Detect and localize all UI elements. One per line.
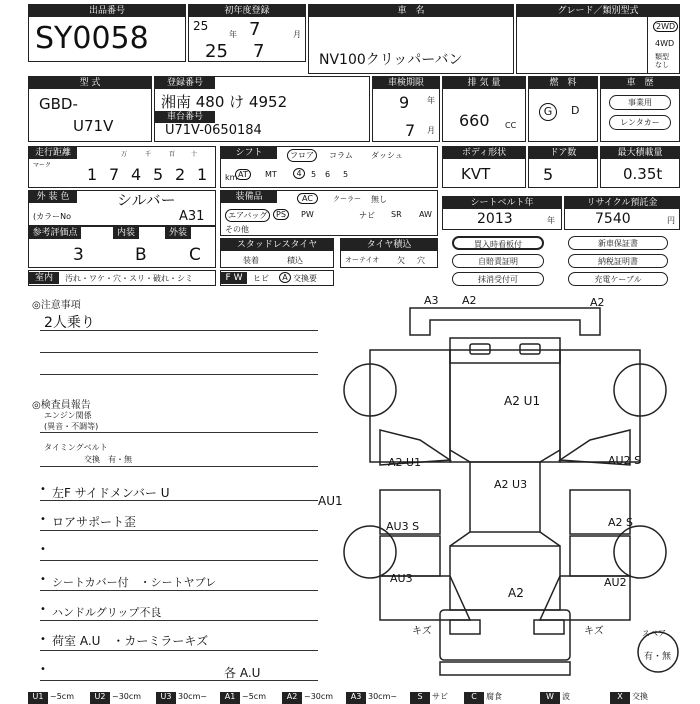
- drive-2wd: 2WD: [653, 21, 678, 32]
- inspection-month-unit: 月: [427, 126, 435, 135]
- legend-u3-desc: 30cm~: [178, 692, 208, 701]
- interior-grade-label: 内装: [113, 227, 139, 239]
- mark-left-front-fender: A2 U1: [388, 456, 422, 469]
- body-type: KVT: [461, 165, 491, 183]
- legend-u3: U3: [156, 692, 176, 704]
- bullet-4: •: [40, 574, 46, 585]
- mark-rear-center: A2: [508, 586, 524, 600]
- exterior-grade-label: 外装: [165, 227, 191, 239]
- mileage-digit-4: 5: [153, 165, 164, 184]
- color-no-label: (カラーNo: [33, 212, 71, 221]
- interior-notes-box: [28, 270, 216, 286]
- doc-liability: 自賠責証明: [452, 254, 544, 268]
- equipment-box: [220, 190, 438, 236]
- car-name-box: [308, 4, 514, 74]
- color-box: [28, 190, 216, 226]
- legend-a2: A2: [282, 692, 302, 704]
- doc-cancel: 抹消受付可: [452, 272, 544, 286]
- body-type-box: [442, 146, 526, 188]
- airbag: エアバッグ: [225, 209, 270, 222]
- recycle-box: [564, 196, 680, 230]
- legend-x: X: [610, 692, 630, 704]
- chassis-label: 車台番号: [155, 111, 215, 123]
- year-unit: 年: [229, 30, 237, 39]
- color: シルバー: [117, 191, 176, 209]
- ac: AC: [297, 193, 318, 204]
- first-reg-year: 25: [205, 41, 228, 62]
- legend-u2: U2: [90, 692, 110, 704]
- studless-label: スタッドレスタイヤ: [221, 239, 333, 251]
- car-name-label: 車 名: [309, 5, 513, 17]
- mark-right-front-door: A2 S: [608, 516, 634, 529]
- mark-front-right: A2: [590, 296, 605, 309]
- report-line-1: 左F サイドメンバー U: [52, 486, 170, 500]
- spare-value: 有・無: [644, 652, 672, 662]
- lot-number-label: 出品番号: [29, 5, 185, 17]
- mark-hood-center: A2 U3: [494, 478, 528, 491]
- doors-label: ドア数: [529, 147, 597, 159]
- fw-label: F W: [221, 272, 247, 284]
- history-rental: レンタカー: [609, 115, 671, 130]
- studless-mounted: 装着: [243, 256, 259, 265]
- recycle-amount: 7540: [595, 211, 631, 227]
- report-line-2: ロアサポート歪: [52, 515, 137, 529]
- engine-label: エンジン関係: [44, 411, 92, 420]
- eval-score: 3: [73, 245, 84, 265]
- model-code-2: U71V: [73, 117, 114, 135]
- history-business: 事業用: [609, 95, 671, 110]
- mark-rear-right-scratch: キズ: [584, 626, 604, 637]
- inspection-year: 9: [399, 93, 410, 112]
- sunroof: SR: [391, 210, 402, 219]
- fw-crack: ヒビ: [253, 274, 269, 283]
- mark-roof: A2 U1: [504, 394, 541, 408]
- bullet-7: •: [40, 664, 46, 675]
- report-rule-2: [40, 530, 318, 531]
- color-label: 外 装 色: [29, 191, 77, 203]
- eval-label: 参考評価点: [29, 227, 81, 239]
- note-line-3: [40, 374, 318, 375]
- mileage-digit-5: 2: [175, 165, 186, 184]
- timing-line: [40, 466, 318, 467]
- studless-box: [220, 238, 334, 268]
- first-reg-month: 7: [253, 41, 265, 62]
- bullet-5: •: [40, 604, 46, 615]
- report-line-6: 荷室 A.U ・カーミラーキズ: [52, 634, 209, 648]
- legend-a1-desc: ~5cm: [242, 692, 266, 701]
- shift-dash: ダッシュ: [371, 151, 403, 160]
- report-line-5: ハンドルグリップ不良: [52, 606, 162, 619]
- meter-label: マーク: [33, 162, 52, 169]
- legend-a3: A3: [346, 692, 366, 704]
- shift-box: [220, 146, 438, 188]
- bullet-3: •: [40, 544, 46, 555]
- cc-unit: CC: [505, 121, 517, 130]
- km-unit: km: [225, 173, 238, 182]
- report-line-4: シートカバー付 ・シートヤブレ: [52, 576, 217, 589]
- seatbelt-year: 2013: [477, 211, 513, 227]
- tire-missing: 欠: [397, 256, 405, 265]
- seatbelt-box: [442, 196, 562, 230]
- mileage-digit-1: 1: [87, 165, 98, 184]
- legend-a2-desc: ~30cm: [304, 692, 334, 701]
- mark-left-rear-door: AU3: [390, 572, 413, 585]
- tire-audio: オーテイオ: [345, 256, 380, 264]
- displacement: 660: [459, 111, 490, 130]
- report-rule-4: [40, 590, 318, 591]
- fuel-label: 燃 料: [529, 77, 597, 89]
- fw-a: A: [279, 272, 291, 283]
- capacity: 0.35t: [623, 165, 663, 183]
- shift-label: シフト: [221, 147, 277, 159]
- report-rule-3: [40, 560, 318, 561]
- legend-a3-desc: 30cm~: [368, 692, 398, 701]
- model-code: GBD-: [39, 95, 78, 113]
- drive-4wd: 4WD: [655, 39, 675, 48]
- report-line-7: 各 A.U: [224, 666, 261, 680]
- seatbelt-label: シートベルト年: [443, 197, 561, 209]
- body-type-label: ボディ形状: [443, 147, 525, 159]
- studless-loaded: 積込: [287, 256, 303, 265]
- legend-c-desc: 腐食: [486, 692, 502, 701]
- mark-front-left: A3: [424, 294, 439, 307]
- legend-a1: A1: [220, 692, 240, 704]
- shift-4: 4: [293, 168, 305, 179]
- engine-sub: (異音・不調等): [44, 422, 99, 431]
- tire-label: タイヤ積込: [341, 239, 437, 251]
- fuel-d: D: [571, 104, 580, 117]
- drive-other: 類型 なし: [655, 53, 669, 69]
- fuel-box: [528, 76, 598, 142]
- mileage-digit-2: 7: [109, 165, 120, 184]
- mark-right-rear-door: AU2: [604, 576, 627, 589]
- shift-floor: フロア: [287, 149, 317, 162]
- legend-u2-desc: ~30cm: [112, 692, 142, 701]
- power-window: PW: [301, 210, 314, 219]
- legend-w-desc: 波: [562, 692, 570, 701]
- report-rule-7: [40, 680, 318, 681]
- capacity-label: 最大積載量: [601, 147, 679, 159]
- interior-notes-label: 室内: [29, 272, 59, 284]
- doors-box: [528, 146, 598, 188]
- history-label: 車 歴: [601, 77, 679, 89]
- legend-s-desc: サビ: [432, 692, 448, 701]
- shift-5b: 5: [343, 170, 349, 179]
- registration-box: [154, 76, 370, 142]
- fw-replace: 交換要: [293, 274, 317, 283]
- alloy-wheels: AW: [419, 210, 432, 219]
- report-rule-1: [40, 500, 318, 501]
- recycle-label: リサイクル預託金: [565, 197, 679, 209]
- mark-front-center: A2: [462, 294, 477, 307]
- chassis-no: U71V-0650184: [165, 123, 262, 138]
- doc-tax-cert: 納税証明書: [568, 254, 668, 268]
- legend-x-desc: 交換: [632, 692, 648, 701]
- report-rule-6: [40, 650, 318, 651]
- mark-left-side: AU1: [318, 494, 343, 508]
- shift-6: 6: [325, 170, 331, 179]
- bullet-6: •: [40, 634, 46, 645]
- doc-new-car-warranty: 新車保証書: [568, 236, 668, 250]
- legend-u1-desc: ~5cm: [50, 692, 74, 701]
- legend-s: S: [410, 692, 430, 704]
- yen: 円: [667, 216, 675, 225]
- caution-label: ◎注意事項: [32, 300, 81, 311]
- doors: 5: [543, 165, 554, 184]
- color-no: A31: [179, 209, 205, 224]
- reg-no-label: 登録番号: [155, 77, 215, 89]
- bullet-1: •: [40, 484, 46, 495]
- first-reg-era: 25: [193, 19, 209, 33]
- tire-box: [340, 238, 438, 268]
- unit-hyaku: 百: [169, 151, 176, 158]
- fuel-g: G: [539, 103, 557, 121]
- inspection-month: 7: [405, 121, 416, 140]
- navi: ナビ: [359, 211, 375, 220]
- timing-text: 交換 有・無: [84, 455, 132, 464]
- shift-mt: MT: [265, 170, 277, 179]
- shift-at: AT: [235, 169, 251, 180]
- note-line-1: [40, 330, 318, 331]
- engine-line: [40, 432, 318, 433]
- first-reg-month-small: 7: [249, 19, 261, 40]
- timing-label: タイミングベルト: [44, 443, 108, 452]
- model-box: [28, 76, 152, 142]
- inspection-label: 車検期限: [373, 77, 439, 89]
- inspector-label: ◎検査員報告: [32, 400, 91, 411]
- inspection-box: [372, 76, 440, 142]
- grade-box: [516, 4, 680, 74]
- model-label: 型 式: [29, 77, 151, 89]
- legend-w: W: [540, 692, 560, 704]
- unit-sen: 千: [145, 151, 152, 158]
- mark-rear-left-scratch: キズ: [412, 626, 432, 637]
- interior-grade: B: [135, 245, 147, 265]
- mark-right-front-fender: AU2 S: [608, 454, 642, 467]
- car-name: NV100クリッパーバン: [319, 52, 463, 68]
- mark-left-front-door: AU3 S: [386, 520, 420, 533]
- legend-u1: U1: [28, 692, 48, 704]
- drive-divider: [647, 17, 648, 73]
- capacity-box: [600, 146, 680, 188]
- lot-number: SY0058: [35, 21, 149, 56]
- first-registration-label: 初年度登録: [189, 5, 305, 17]
- reg-no: 湘南 480 け 4952: [161, 93, 288, 111]
- doc-charge-cable: 充電ケーブル: [568, 272, 668, 286]
- shift-column: コラム: [329, 151, 353, 160]
- displacement-label: 排 気 量: [443, 77, 525, 89]
- mileage-box: [28, 146, 238, 188]
- first-registration-box: [188, 4, 306, 62]
- displacement-box: [442, 76, 526, 142]
- history-box: [600, 76, 680, 142]
- evaluation-box: [28, 226, 216, 268]
- legend-c: C: [464, 692, 484, 704]
- mileage-digit-3: 4: [131, 165, 142, 184]
- fw-box: [220, 270, 334, 286]
- caution-text: 2人乗り: [44, 315, 95, 331]
- interior-notes: 汚れ・ワケ・穴・スリ・破れ・シミ: [65, 274, 193, 283]
- inspection-year-unit: 年: [427, 96, 435, 105]
- bullet-2: •: [40, 514, 46, 525]
- month-unit: 月: [293, 30, 301, 39]
- grade-label: グレード／類別型式: [517, 5, 679, 17]
- spare-label: スペア: [642, 629, 666, 638]
- mileage-digit-6: 1: [197, 165, 208, 184]
- report-rule-5: [40, 620, 318, 621]
- note-line-2: [40, 352, 318, 353]
- mileage-label: 走行距離: [29, 147, 77, 159]
- unit-ju: 十: [191, 151, 198, 158]
- seatbelt-year-unit: 年: [547, 216, 555, 225]
- shift-5: 5: [311, 170, 317, 179]
- lot-number-box: [28, 4, 186, 62]
- unit-man: 万: [121, 151, 128, 158]
- tire-hole: 穴: [417, 256, 425, 265]
- other-label: その他: [225, 225, 249, 234]
- equipment-label: 装備品: [221, 191, 277, 203]
- cooler: クーラー: [333, 195, 361, 203]
- power-steering: PS: [273, 209, 289, 220]
- ac-none: 無し: [371, 195, 387, 204]
- exterior-grade: C: [189, 245, 201, 265]
- doc-signboard: 買入時看板付: [452, 236, 544, 250]
